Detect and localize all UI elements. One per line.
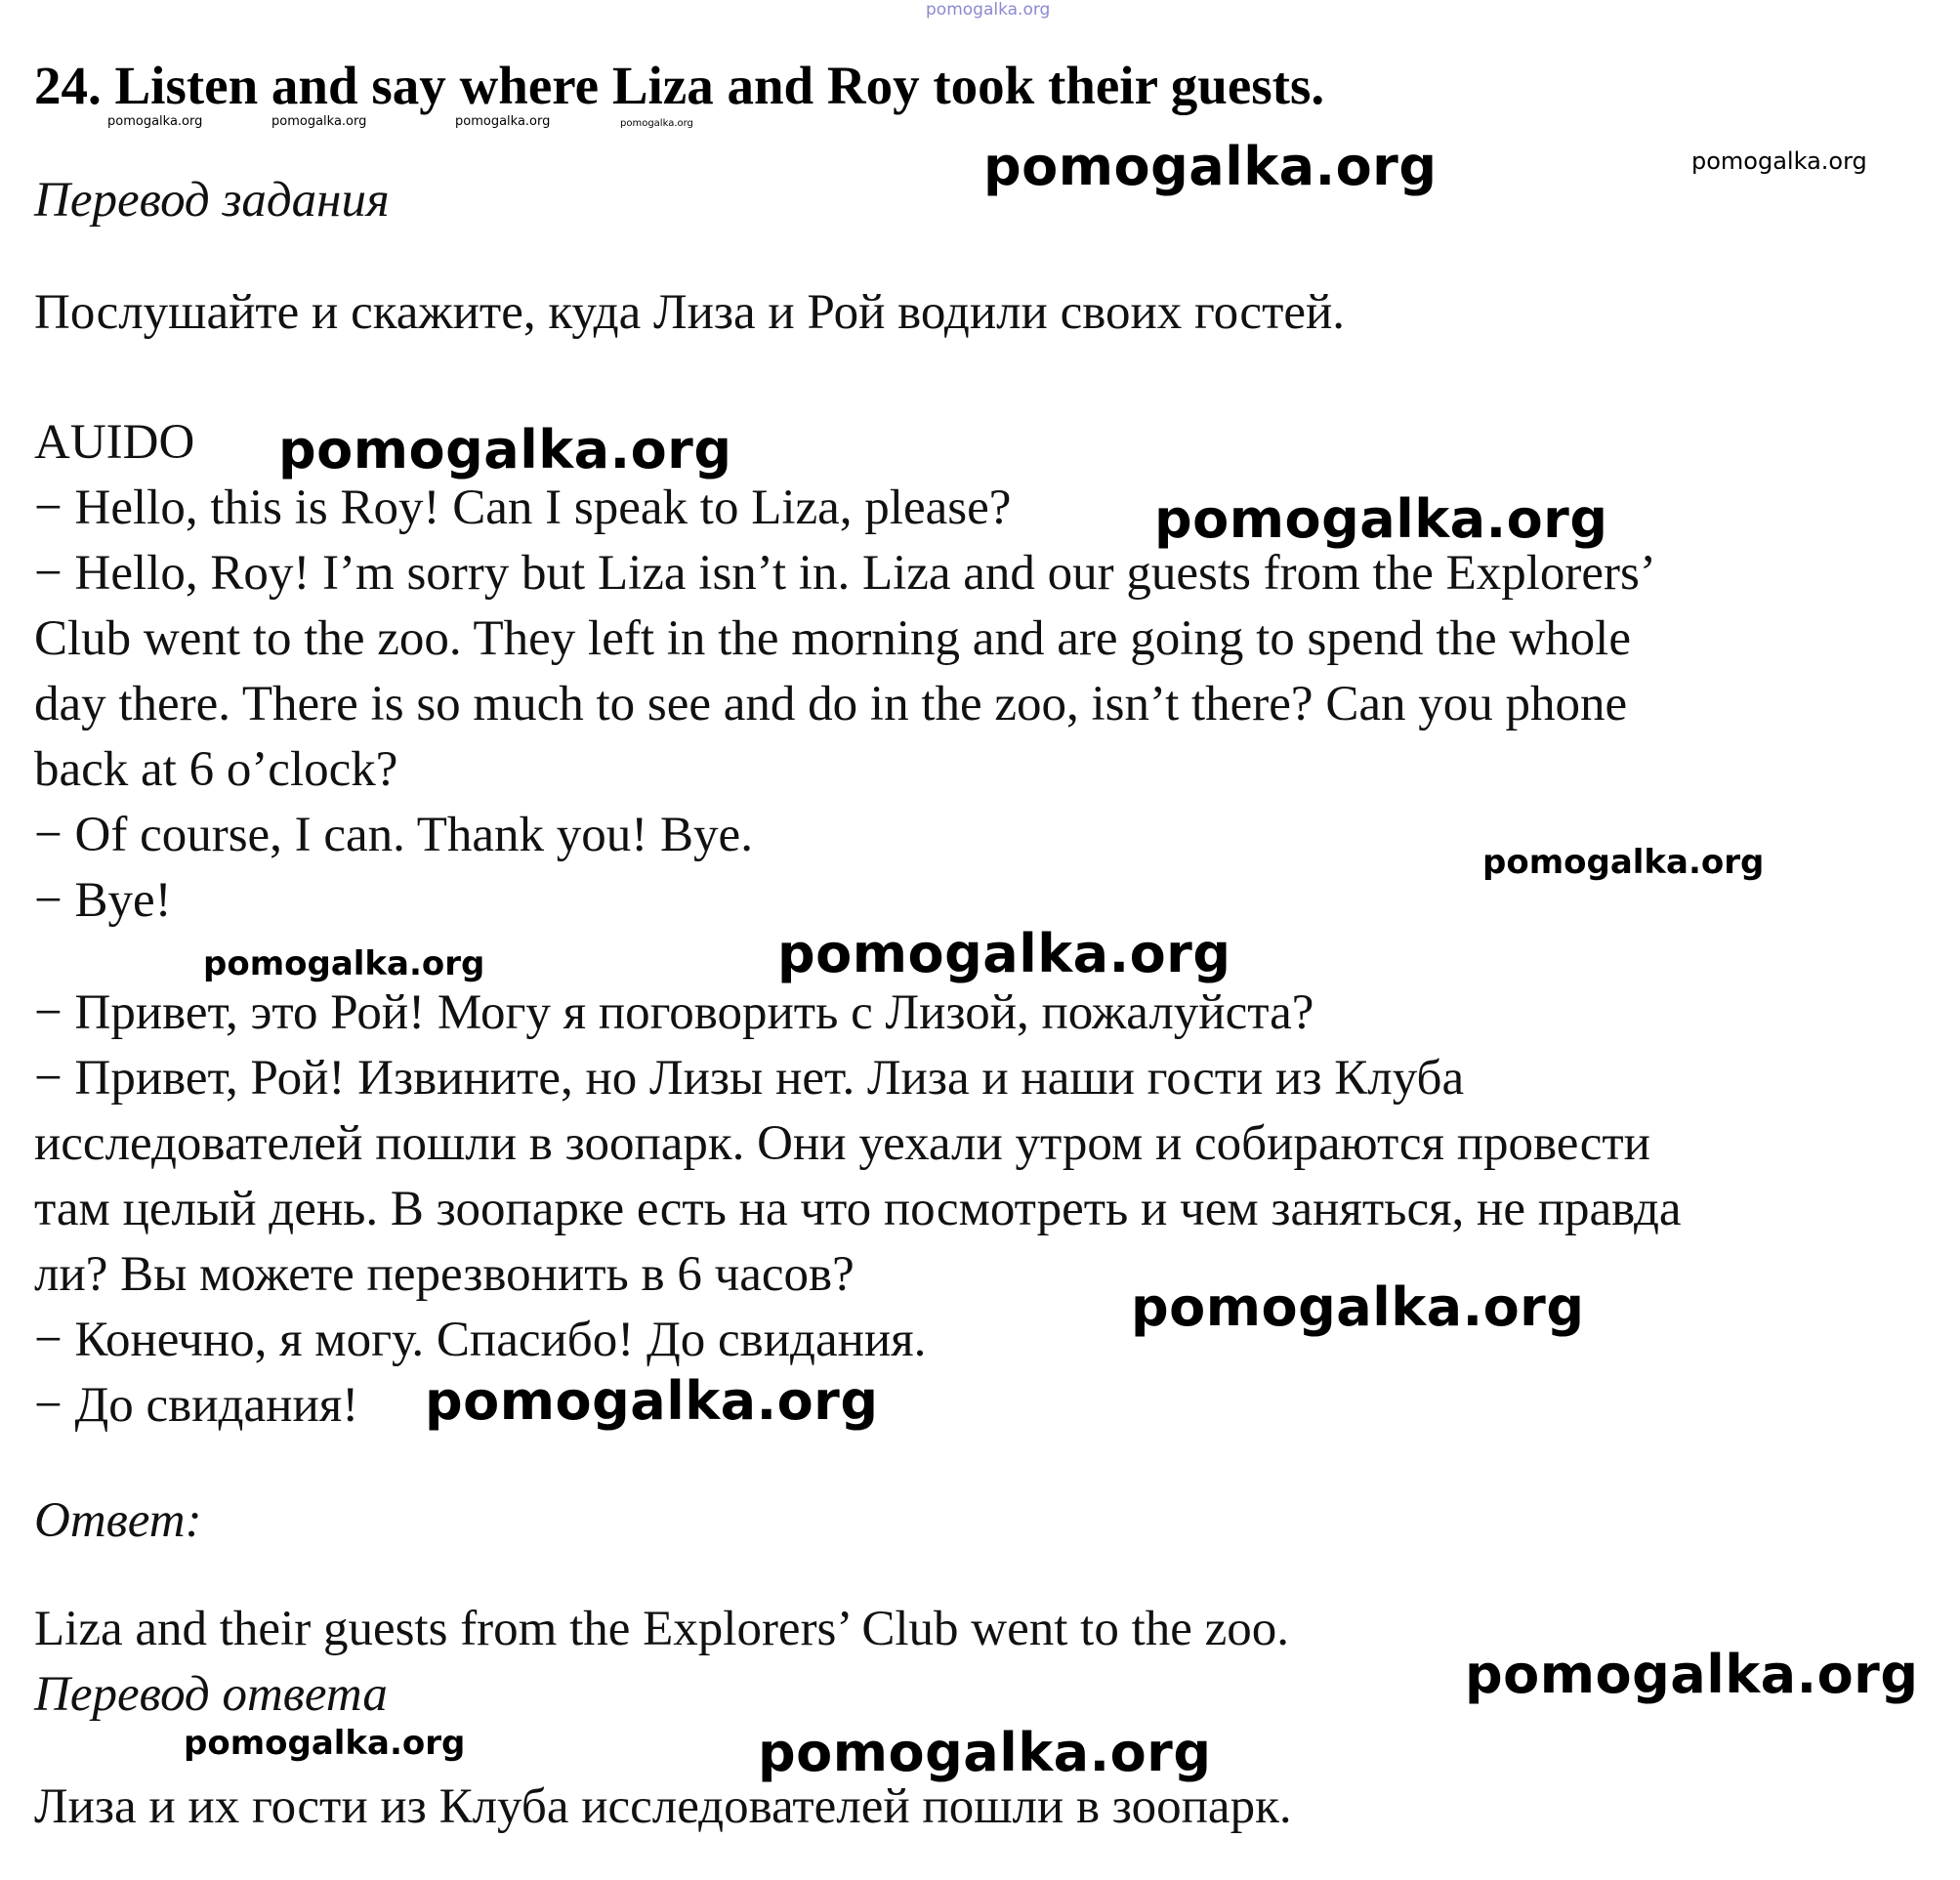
audio-line-6: − Of course, I can. Thank you! Bye. <box>34 808 753 862</box>
watermark-tiny-1: pomogalka.org <box>107 114 203 129</box>
audio-translation-line-2: − Привет, Рой! Извините, но Лизы нет. Лиза и наши гости из Клуба <box>34 1051 1465 1106</box>
task-translation-text: Послушайте и скажите, куда Лиза и Рой водили своих гостей. <box>34 285 1346 340</box>
audio-line-1: − Hello, this is Roy! Can I speak to Liza, please? <box>34 480 1012 535</box>
watermark-10: pomogalka.org <box>1465 1644 1919 1705</box>
audio-translation-line-7: − До свидания! <box>34 1378 359 1433</box>
watermark-tiny-3: pomogalka.org <box>455 114 551 129</box>
audio-translation-line-5: ли? Вы можете перезвонить в 6 часов? <box>34 1247 855 1302</box>
task-title: 24. Listen and say where Liza and Roy took their guests. <box>34 56 1325 115</box>
audio-translation-line-6: − Конечно, я могу. Спасибо! До свидания. <box>34 1313 927 1367</box>
watermark-2: pomogalka.org <box>1691 147 1867 175</box>
watermark-11: pomogalka.org <box>184 1724 466 1763</box>
audio-translation-line-1: − Привет, это Рой! Могу я поговорить с Лизой, пожалуйста? <box>34 985 1314 1040</box>
audio-line-5: back at 6 o’clock? <box>34 742 398 797</box>
watermark-4: pomogalka.org <box>1154 488 1608 550</box>
audio-translation-line-4: там целый день. В зоопарке есть на что посмотреть и чем заняться, не правда <box>34 1182 1682 1236</box>
watermark-7: pomogalka.org <box>777 923 1231 984</box>
watermark-tiny-2: pomogalka.org <box>271 114 367 129</box>
watermark-5: pomogalka.org <box>1482 843 1765 882</box>
watermark-top: pomogalka.org <box>926 0 1051 20</box>
watermark-6: pomogalka.org <box>203 944 485 983</box>
watermark-12: pomogalka.org <box>758 1722 1212 1783</box>
watermark-tiny-4: pomogalka.org <box>620 118 693 129</box>
watermark-8: pomogalka.org <box>1131 1276 1585 1338</box>
audio-label: AUIDO <box>34 415 195 470</box>
watermark-1: pomogalka.org <box>983 136 1438 197</box>
watermark-9: pomogalka.org <box>425 1370 879 1432</box>
task-translation-heading: Перевод задания <box>34 173 390 228</box>
answer-translation-heading: Перевод ответа <box>34 1667 388 1722</box>
audio-translation-line-3: исследователей пошли в зоопарк. Они уехали утром и собираются провести <box>34 1116 1650 1171</box>
watermark-3: pomogalka.org <box>278 419 732 480</box>
answer-text: Liza and their guests from the Explorers’ Club went to the zoo. <box>34 1602 1290 1656</box>
answer-heading: Ответ: <box>34 1493 202 1548</box>
answer-translation-text: Лиза и их гости из Клуба исследователей пошли в зоопарк. <box>34 1779 1292 1834</box>
audio-line-2: − Hello, Roy! I’m sorry but Liza isn’t in. Liza and our guests from the Explorers’ <box>34 546 1656 601</box>
audio-line-7: − Bye! <box>34 873 172 928</box>
audio-line-3: Club went to the zoo. They left in the morning and are going to spend the whole <box>34 611 1631 666</box>
audio-line-4: day there. There is so much to see and do in the zoo, isn’t there? Can you phone <box>34 677 1628 731</box>
